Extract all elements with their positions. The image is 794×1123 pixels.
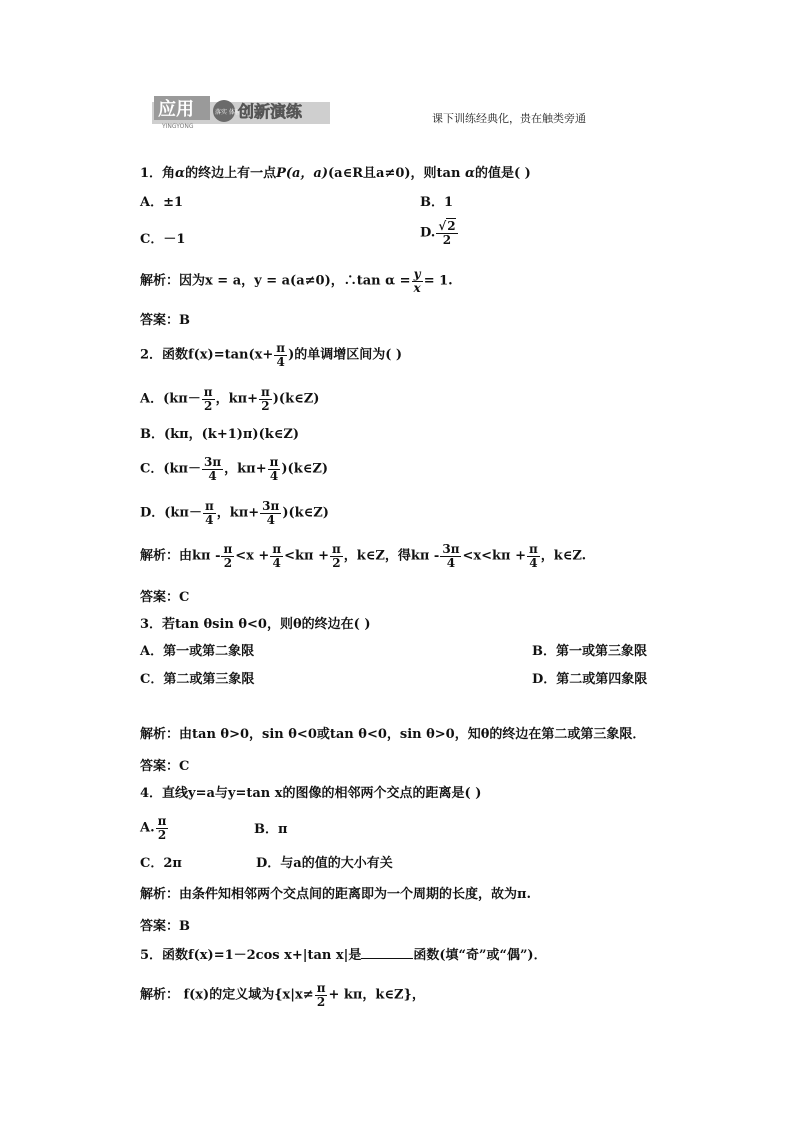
q3-stem: 3．若tan θsin θ<0，则θ的终边在( ) bbox=[140, 617, 371, 632]
frac-den: 4 bbox=[208, 468, 217, 483]
q3-analysis-text: 由tan θ>0，sin θ<0或tan θ<0，sin θ>0，知θ的终边在第二或第三象限． bbox=[179, 727, 646, 742]
q2-option-d bbox=[140, 500, 329, 526]
q1-alpha: α bbox=[175, 166, 186, 181]
q2-option-a-part: ，kπ+ bbox=[215, 391, 258, 407]
q3-analysis-label: 解析： bbox=[140, 727, 180, 742]
q2-analysis-part: 由kπ - bbox=[179, 548, 221, 564]
fraction bbox=[156, 815, 169, 841]
q3-option-c: C．第二或第三象限 bbox=[140, 672, 255, 687]
fraction bbox=[440, 543, 461, 569]
frac-num: π bbox=[204, 499, 214, 513]
frac-num: 3π bbox=[442, 542, 460, 556]
frac-num: π bbox=[203, 385, 213, 399]
q1-stem-d: 的值是( ) bbox=[474, 166, 531, 181]
fraction bbox=[202, 386, 215, 412]
banner-pinyin-text: YINGYONG bbox=[162, 123, 194, 130]
header-motto: 课下训练经典化，贵在触类旁通 bbox=[432, 112, 586, 125]
frac-den: 2 bbox=[157, 827, 167, 842]
frac-den: 2 bbox=[261, 398, 270, 413]
banner-title-text: 创新演练 bbox=[238, 102, 303, 121]
frac-num: π bbox=[157, 814, 167, 828]
q2-option-c-part: )(k∈Z) bbox=[281, 461, 328, 477]
q2-analysis-part: <x + bbox=[235, 548, 270, 564]
fraction bbox=[330, 543, 343, 569]
q1-stem bbox=[140, 166, 531, 182]
q1-option-a: A．±1 bbox=[140, 195, 184, 210]
q5-analysis-label: 解析： bbox=[140, 987, 180, 1003]
q1-analysis bbox=[140, 268, 453, 294]
q2-stem-a: 2．函数f(x)=tan(x+ bbox=[140, 347, 274, 363]
frac-den: 2 bbox=[203, 398, 213, 413]
frac-num: 3π bbox=[204, 455, 222, 469]
q4-option-a-label: A. bbox=[140, 820, 155, 836]
fraction bbox=[268, 456, 281, 482]
q1-answer: 答案：B bbox=[140, 313, 190, 328]
q4-option-a bbox=[140, 815, 169, 841]
q4-option-b: B．π bbox=[254, 822, 288, 837]
q4-answer: 答案：B bbox=[140, 919, 190, 934]
q4-analysis-label: 解析： bbox=[140, 887, 180, 902]
fraction bbox=[259, 386, 272, 412]
frac-num: π bbox=[223, 542, 233, 556]
q3-analysis bbox=[140, 727, 645, 743]
q2-option-d-part: ，kπ+ bbox=[216, 505, 260, 521]
q1-stem-b: 的终边上有一点 bbox=[185, 166, 277, 181]
frac-den: 4 bbox=[269, 468, 279, 483]
q3-option-a: A．第一或第二象限 bbox=[140, 644, 255, 659]
q1-analysis-den: x bbox=[413, 280, 421, 295]
frac-num: π bbox=[316, 981, 326, 995]
q2-option-b: B．(kπ，(k+1)π)(k∈Z) bbox=[140, 427, 299, 442]
fraction bbox=[203, 500, 216, 526]
frac-den: 4 bbox=[529, 555, 538, 570]
q2-option-a-part: A．(kπ－ bbox=[140, 391, 201, 407]
frac-den: 2 bbox=[223, 555, 233, 570]
frac-num: 3π bbox=[262, 499, 280, 513]
q1-option-d-fraction: $\frac{√2}{2}$ bbox=[438, 219, 456, 247]
frac-num: π bbox=[331, 542, 341, 556]
frac-num: π bbox=[269, 455, 279, 469]
frac-den: 4 bbox=[266, 512, 275, 527]
q2-analysis-part: ，k∈Z. bbox=[540, 548, 587, 564]
frac-den: 2 bbox=[316, 994, 326, 1009]
q2-option-c-part: C．(kπ－ bbox=[140, 461, 202, 477]
q2-option-c bbox=[140, 456, 328, 482]
fraction bbox=[270, 543, 283, 569]
q2-stem-fraction bbox=[274, 342, 287, 368]
q1-option-b: B．1 bbox=[420, 195, 454, 210]
q2-analysis-part: <x<kπ + bbox=[462, 548, 526, 564]
q4-option-c: C．2π bbox=[140, 856, 182, 871]
frac-num: π bbox=[272, 542, 282, 556]
q1-option-d-num: 2 bbox=[447, 219, 456, 233]
fraction bbox=[202, 456, 223, 482]
q4-analysis-text: 由条件知相邻两个交点间的距离即为一个周期的长度，故为π. bbox=[179, 887, 532, 902]
q2-option-a-part: )(k∈Z) bbox=[272, 391, 320, 407]
frac-den: 4 bbox=[276, 354, 285, 369]
frac-den: 4 bbox=[272, 555, 281, 570]
fraction bbox=[221, 543, 234, 569]
frac-den: 4 bbox=[205, 512, 214, 527]
q4-option-d: D．与a的值的大小有关 bbox=[256, 856, 393, 871]
q5-answer-blank[interactable] bbox=[361, 946, 413, 959]
frac-den: 4 bbox=[446, 555, 456, 570]
q5-analysis bbox=[140, 982, 425, 1008]
q5-analysis-b: + kπ，k∈Z}， bbox=[328, 987, 425, 1003]
q5-stem-a: 5．函数f(x)=1－2cos x+|tan x|是 bbox=[140, 948, 362, 963]
q2-analysis-label: 解析： bbox=[140, 548, 180, 564]
fraction bbox=[260, 500, 281, 526]
q1-analysis-label: 解析： bbox=[140, 273, 180, 289]
q1-option-d bbox=[420, 220, 459, 246]
q2-answer: 答案：C bbox=[140, 590, 190, 605]
frac-num: π bbox=[260, 385, 270, 399]
q1-analysis-a: 因为x = a，y = a(a≠0)，∴tan α = bbox=[179, 273, 411, 289]
frac-num: π bbox=[528, 542, 538, 556]
q1-alpha-2: α bbox=[464, 166, 475, 181]
frac-num: π bbox=[276, 341, 286, 355]
q1-analysis-fraction bbox=[412, 268, 423, 294]
fraction bbox=[527, 543, 540, 569]
fraction bbox=[315, 982, 328, 1008]
q1-option-d-den: 2 bbox=[442, 232, 452, 247]
q5-stem-b: 函数(填“奇”或“偶”)． bbox=[413, 948, 547, 963]
frac-den: 2 bbox=[332, 555, 341, 570]
q2-option-d-part: D．(kπ－ bbox=[140, 505, 202, 521]
q4-analysis bbox=[140, 887, 531, 903]
section-banner bbox=[152, 96, 330, 130]
q2-stem-b: )的单调增区间为( ) bbox=[288, 347, 403, 363]
q2-option-c-part: ，kπ+ bbox=[224, 461, 267, 477]
banner-side-text: 落实 体验 bbox=[215, 109, 241, 116]
q1-stem-a: 1．角 bbox=[140, 166, 176, 181]
q2-analysis-part: <kπ + bbox=[284, 548, 329, 564]
q2-analysis bbox=[140, 543, 586, 569]
q3-option-b: B．第一或第三象限 bbox=[532, 644, 647, 659]
banner-main-text: 应用 bbox=[158, 99, 194, 120]
q3-option-d: D．第二或第四象限 bbox=[532, 672, 648, 687]
q5-stem bbox=[140, 946, 547, 964]
q2-option-a bbox=[140, 386, 319, 412]
q4-stem: 4．直线y=a与y=tan x的图像的相邻两个交点的距离是( ) bbox=[140, 786, 482, 801]
q3-answer: 答案：C bbox=[140, 759, 190, 774]
q2-option-d-part: )(k∈Z) bbox=[282, 505, 329, 521]
q1-analysis-num: y bbox=[412, 268, 423, 282]
q1-option-d-label: D. bbox=[420, 225, 436, 241]
q5-analysis-a: f(x)的定义域为{x|x≠ bbox=[183, 987, 314, 1003]
q1-stem-c: (a∈R且a≠0)，则tan bbox=[328, 166, 461, 181]
q2-stem bbox=[140, 342, 402, 368]
q1-point: P(a，a) bbox=[276, 166, 329, 181]
q1-analysis-b: = 1. bbox=[423, 273, 453, 289]
q1-option-c: C．－1 bbox=[140, 232, 186, 247]
q2-analysis-part: ，k∈Z，得kπ - bbox=[343, 548, 440, 564]
